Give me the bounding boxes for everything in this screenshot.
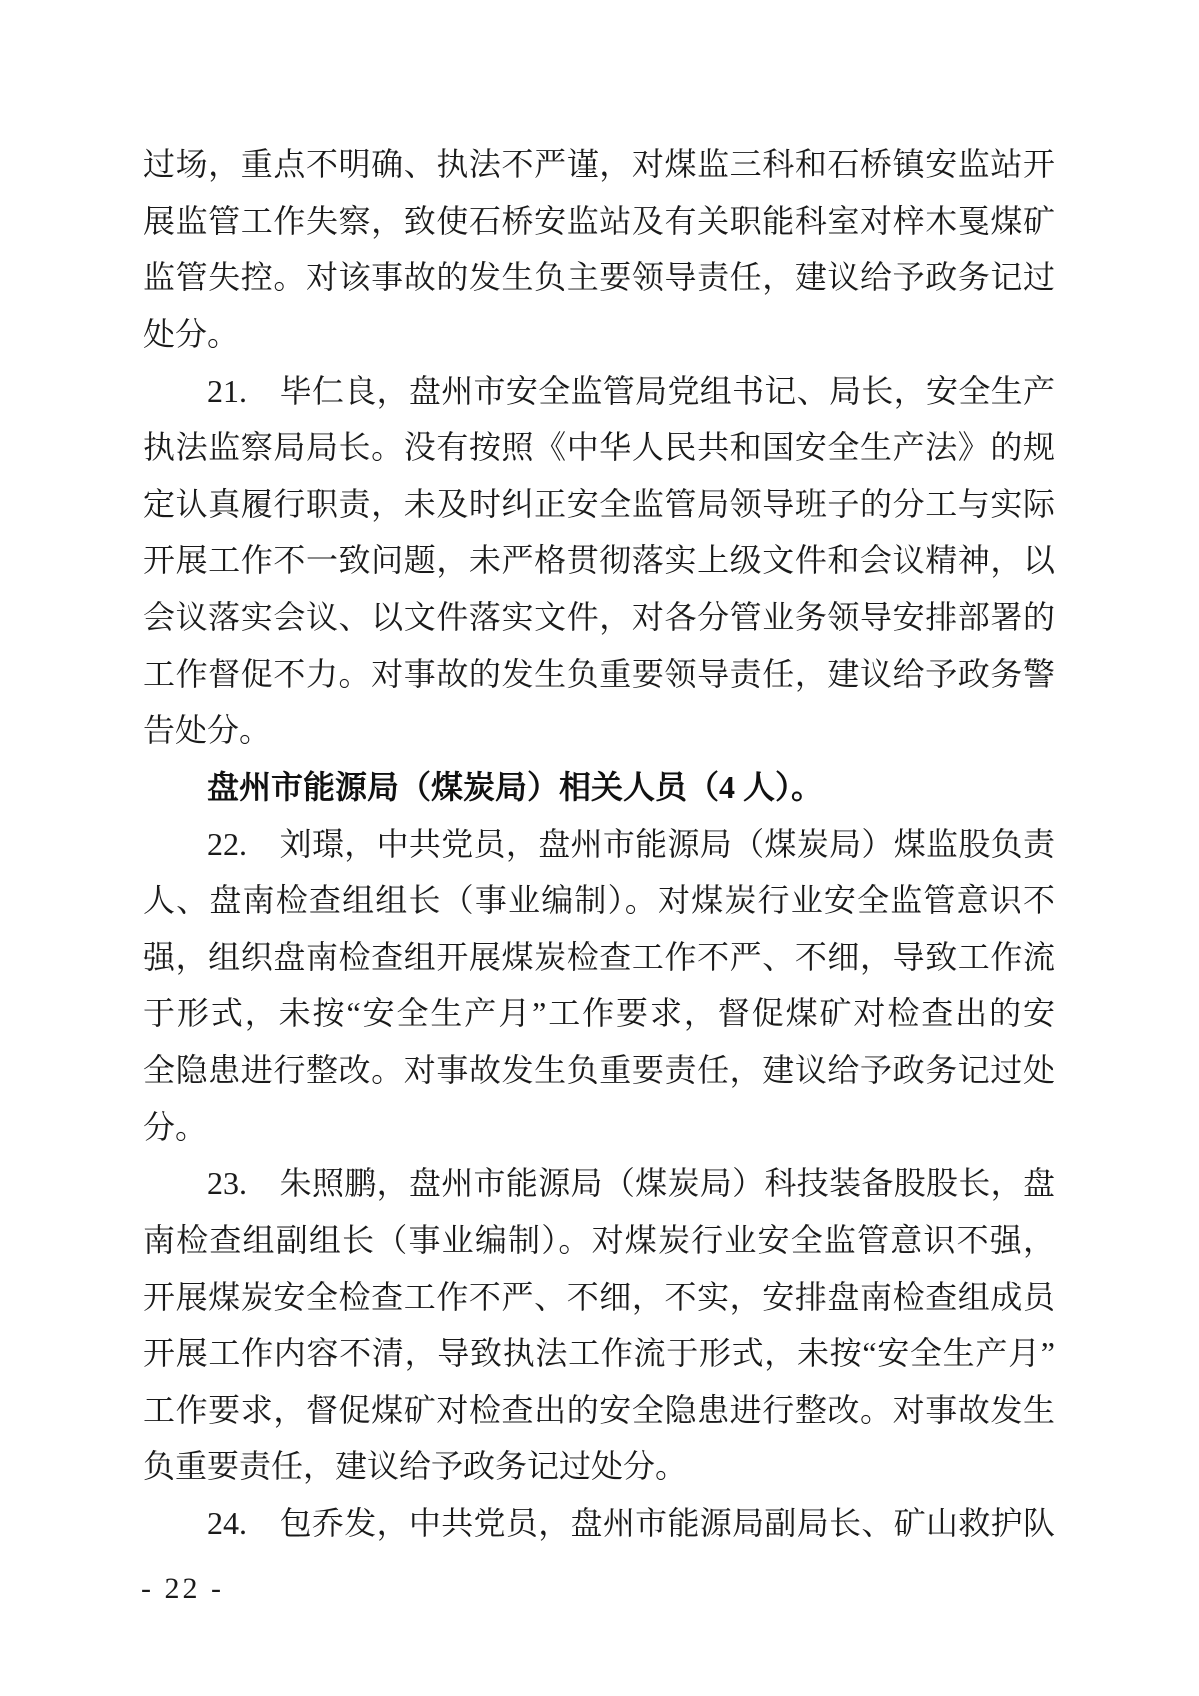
text-line: 全隐患进行整改。对事故发生负重要责任，建议给予政务记过处 — [143, 1052, 1055, 1088]
text-line: 执法监察局局长。没有按照《中华人民共和国安全生产法》的规 — [143, 429, 1055, 466]
text-line: 人、盘南检查组组长（事业编制）。对煤炭行业安全监管意识不 — [143, 882, 1055, 919]
text-line: 强，组织盘南检查组开展煤炭检查工作不严、不细，导致工作流 — [143, 938, 1055, 975]
text-line: 会议落实会议、以文件落实文件，对各分管业务领导安排部署的 — [143, 599, 1055, 635]
text-line: 工作要求，督促煤矿对检查出的安全隐患进行整改。对事故发生 — [143, 1391, 1055, 1428]
paragraph-start: 22. 刘璟，中共党员，盘州市能源局（煤炭局）煤监股负责 — [207, 825, 1055, 862]
text-line: 展监管工作失察，致使石桥安监站及有关职能科室对梓木戛煤矿 — [143, 202, 1055, 239]
text-line: 开展工作内容不清，导致执法工作流于形式，未按“安全生产月” — [143, 1335, 1055, 1372]
text-line: 监管失控。对该事故的发生负主要领导责任，建议给予政务记过 — [143, 259, 1055, 296]
text-line: 于形式，未按“安全生产月”工作要求，督促煤矿对检查出的安 — [143, 995, 1055, 1032]
text-line: 过场，重点不明确、执法不严谨，对煤监三科和石桥镇安监站开 — [143, 146, 1055, 182]
paragraph-start: 21. 毕仁良，盘州市安全监管局党组书记、局长，安全生产 — [207, 372, 1055, 409]
paragraph-start: 23. 朱照鹏，盘州市能源局（煤炭局）科技装备股股长，盘 — [207, 1165, 1055, 1202]
text-line: 工作督促不力。对事故的发生负重要领导责任，建议给予政务警 — [143, 655, 1055, 692]
text-line: 告处分。 — [143, 712, 272, 749]
document-body — [143, 136, 1055, 1552]
text-line: 开展工作不一致问题，未严格贯彻落实上级文件和会议精神，以 — [143, 542, 1055, 579]
text-line: 南检查组副组长（事业编制）。对煤炭行业安全监管意识不强， — [143, 1221, 1055, 1258]
text-line: 分。 — [143, 1108, 208, 1145]
text-line: 处分。 — [143, 315, 240, 352]
page-number: - 22 - — [141, 1572, 224, 1605]
paragraph-start: 24. 包乔发，中共党员，盘州市能源局副局长、矿山救护队 — [207, 1505, 1055, 1541]
text-line: 定认真履行职责，未及时纠正安全监管局领导班子的分工与实际 — [143, 485, 1055, 522]
text-line: 负重要责任，建议给予政务记过处分。 — [143, 1448, 688, 1485]
text-line: 开展煤炭安全检查工作不严、不细，不实，安排盘南检查组成员 — [143, 1278, 1055, 1315]
section-heading: 盘州市能源局（煤炭局）相关人员（4 人）。 — [207, 768, 824, 805]
